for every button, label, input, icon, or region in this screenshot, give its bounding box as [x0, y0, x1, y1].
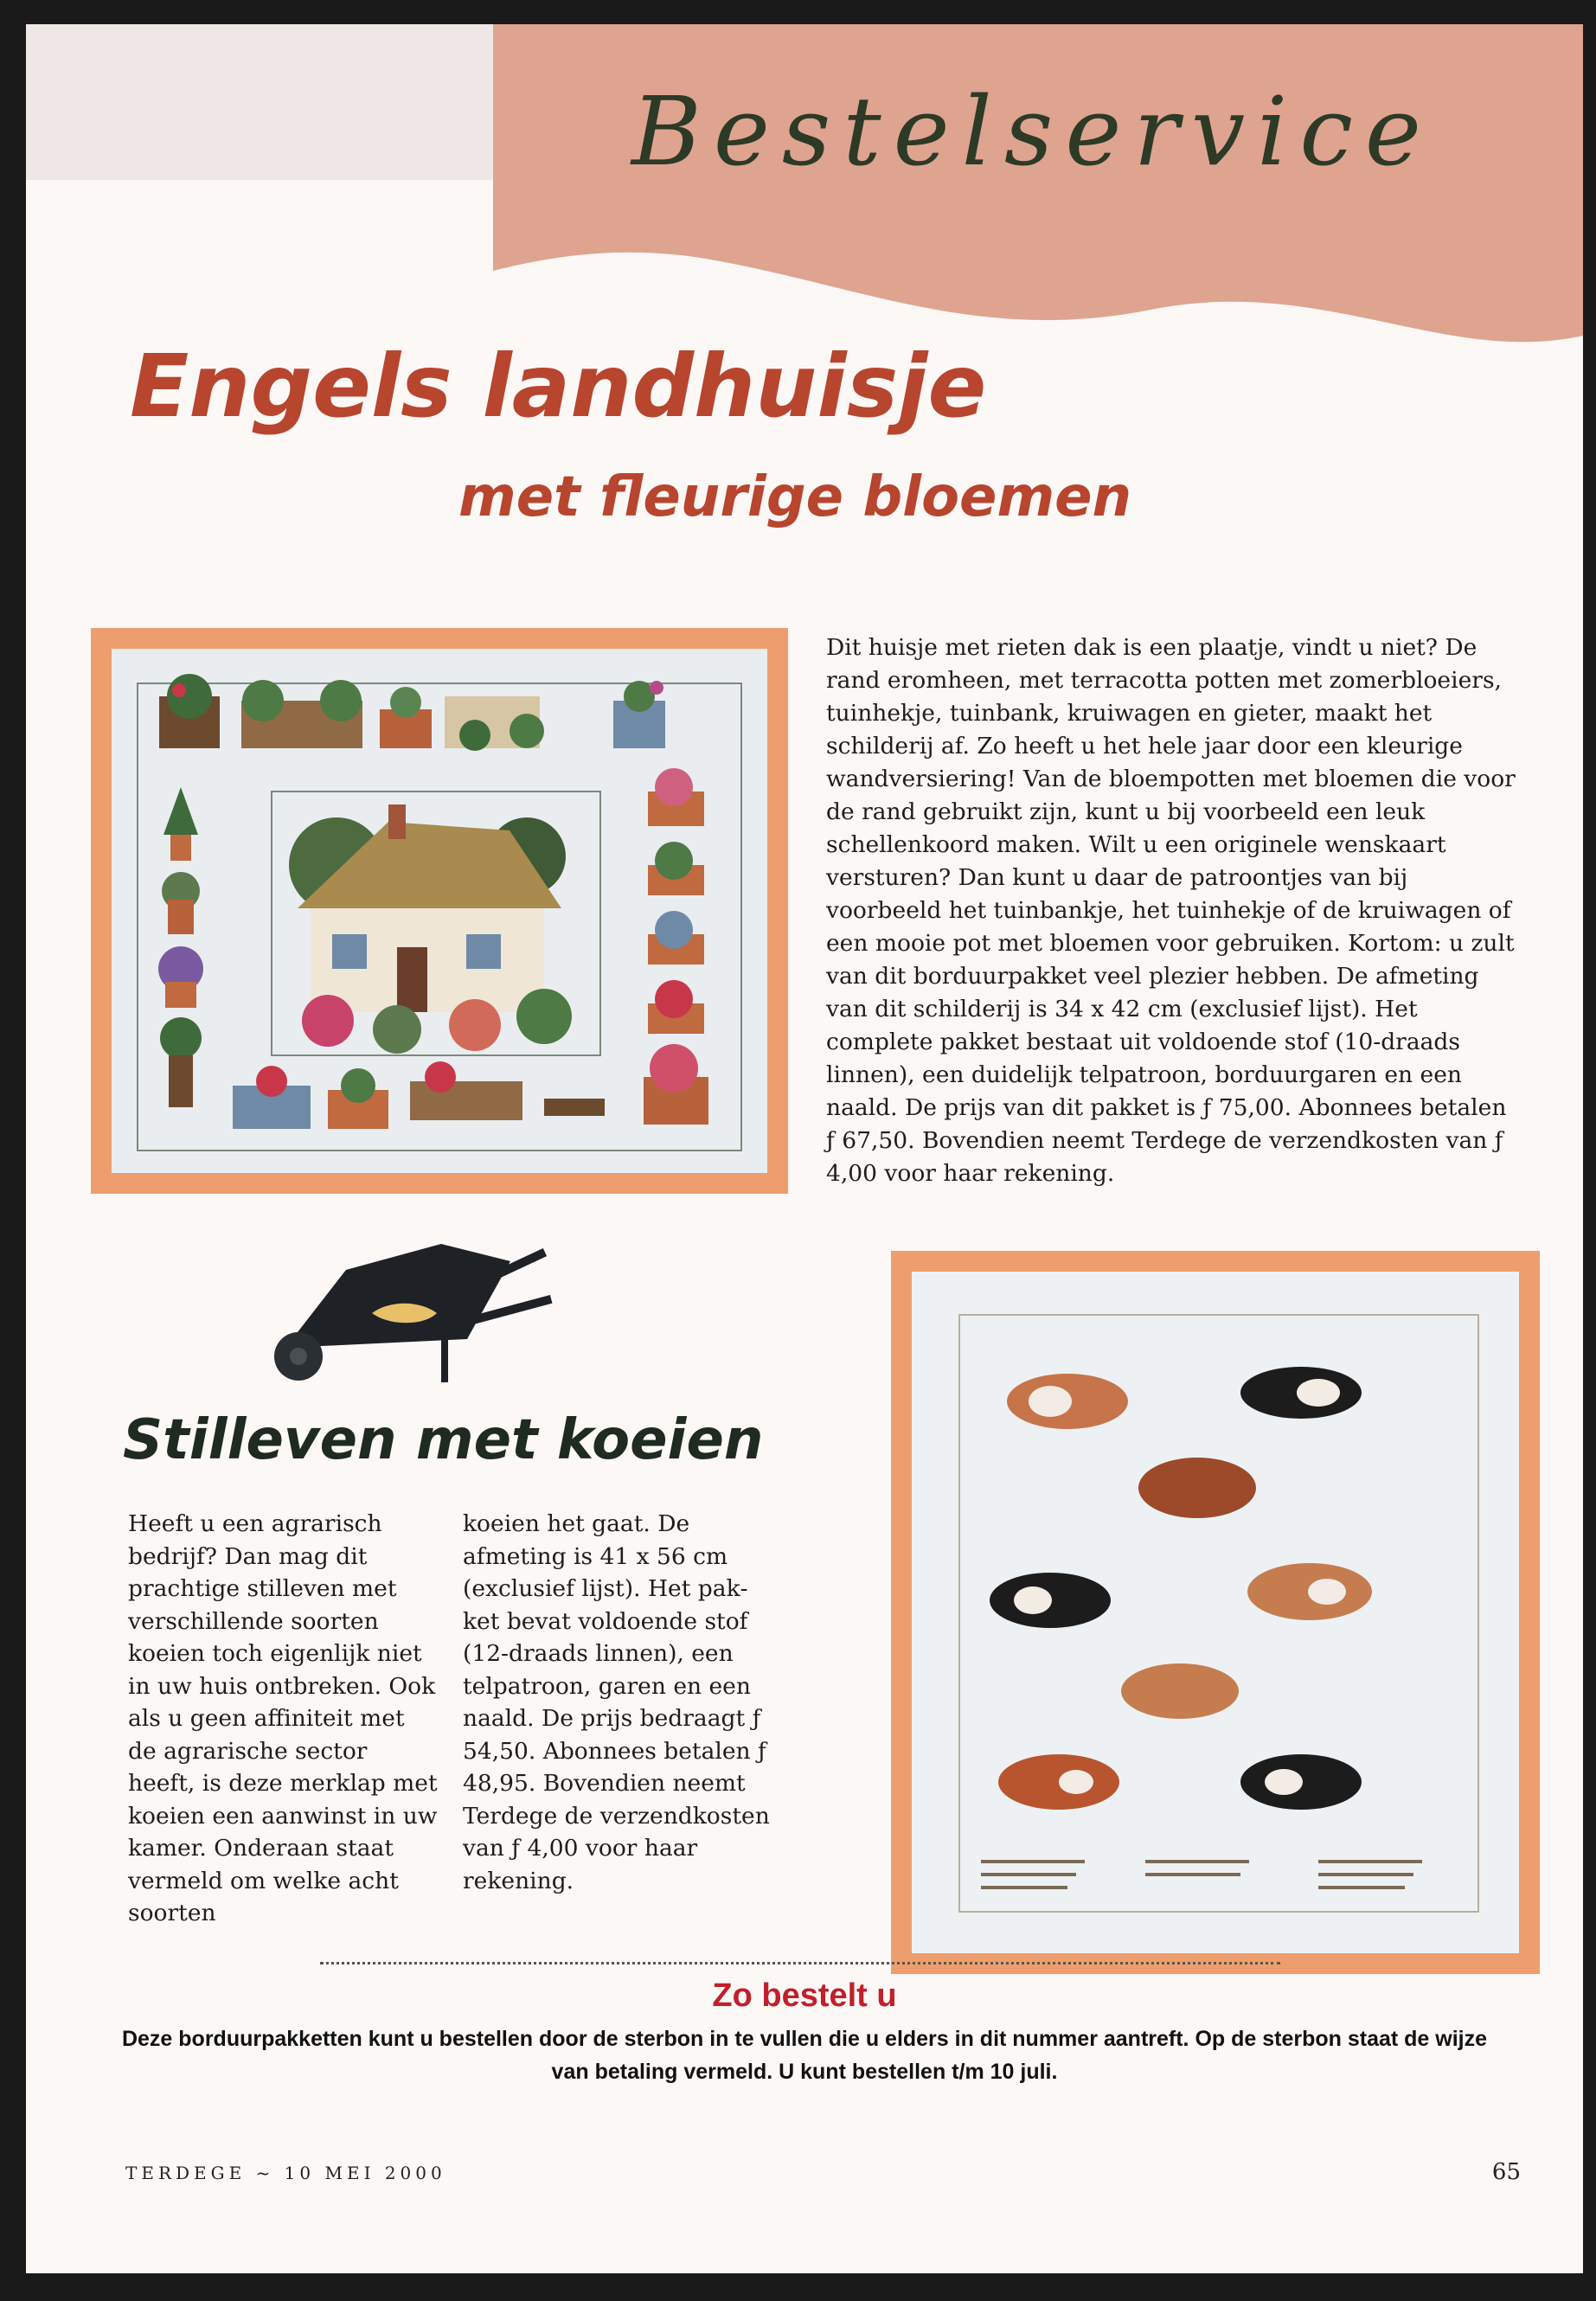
order-title: Zo bestelt u [712, 1977, 897, 2014]
cottage-embroidery-illustration [112, 649, 767, 1173]
article2-text-right: koeien het gaat. De afmeting is 41 x 56 cm (exclusief lijst). Het pakket bevat voldoende stof (12-draads linnen), een telpatroon, garen en een naald. De prijs bedraagt ƒ 54,50. Abonnees betalen ƒ 48,95. Bovendien neemt Terdege de verzendkosten van ƒ 4,00 voor haar rekening. [463, 1510, 770, 1894]
cows-embroidery-illustration [912, 1272, 1519, 1953]
article2-title: Stilleven met koeien [123, 1408, 764, 1472]
header-script-title: Bestelservice [631, 76, 1434, 187]
article2-text-left: Heeft u een agrarisch bedrijf? Dan mag dit prachtige stilleven met verschillende soorten koeien toch eigenlijk niet in uw huis ontbreken. Ook als u geen affiniteit met de agrarische sector heeft, is deze merklap met koeien een aanwinst in uw kamer. Onderaan staat vermeld om welke acht soorten [128, 1510, 438, 1926]
footer-publication: TERDEGE ~ 10 MEI 2000 [125, 2163, 446, 2183]
order-separator [320, 1962, 1280, 1965]
magazine-page [26, 24, 1583, 2273]
article-subtitle: met fleurige bloemen [458, 465, 1132, 529]
cottage-embroidery-photo [91, 628, 788, 1194]
order-text: Deze borduurpakketten kunt u bestellen door de sterbon in te vullen die u elders in dit nummer aantreft. Op de sterbon staat de wijze van betaling vermeld. U kunt bestellen t/m 10 juli. [121, 2027, 1488, 2084]
page-number: 65 [1491, 2159, 1521, 2185]
cows-embroidery-photo [891, 1251, 1540, 1974]
article-intro-text: Dit huisje met rieten dak is een plaatje, vindt u niet? De rand eromheen, met terracotta potten met zomerbloeiers, tuinhekje, tuinbank, kruiwagen en gieter, maakt het schilderij af. Zo heeft u het hele jaar door een kleurige wandversiering! Van de bloempotten met bloemen die voor de rand gebruikt zijn, kunt u bij voorbeeld een leuk schellenkoord maken. Wilt u een originele wenskaart versturen? Dan kunt u daar de patroontjes van bij voorbeeld het tuinbankje, het tuinhekje of de kruiwagen of een mooie pot met bloemen voor gebruiken. Kortom: u zult van dit borduurpakket veel plezier hebben. De afmeting van dit schilderij is 34 x 42 cm (exclusief lijst). Het complete pakket bestaat uit voldoende stof (10-draads linnen), een duidelijk telpatroon, borduurgaren en een naald. De prijs van dit pakket is ƒ 75,00. Abonnees betalen ƒ 67,50. Bovendien neemt Terdege de verzendkosten van ƒ 4,00 voor haar rekening. [826, 634, 1516, 1187]
article-title: Engels landhuisje [130, 336, 987, 437]
wheelbarrow-photo [251, 1218, 562, 1391]
